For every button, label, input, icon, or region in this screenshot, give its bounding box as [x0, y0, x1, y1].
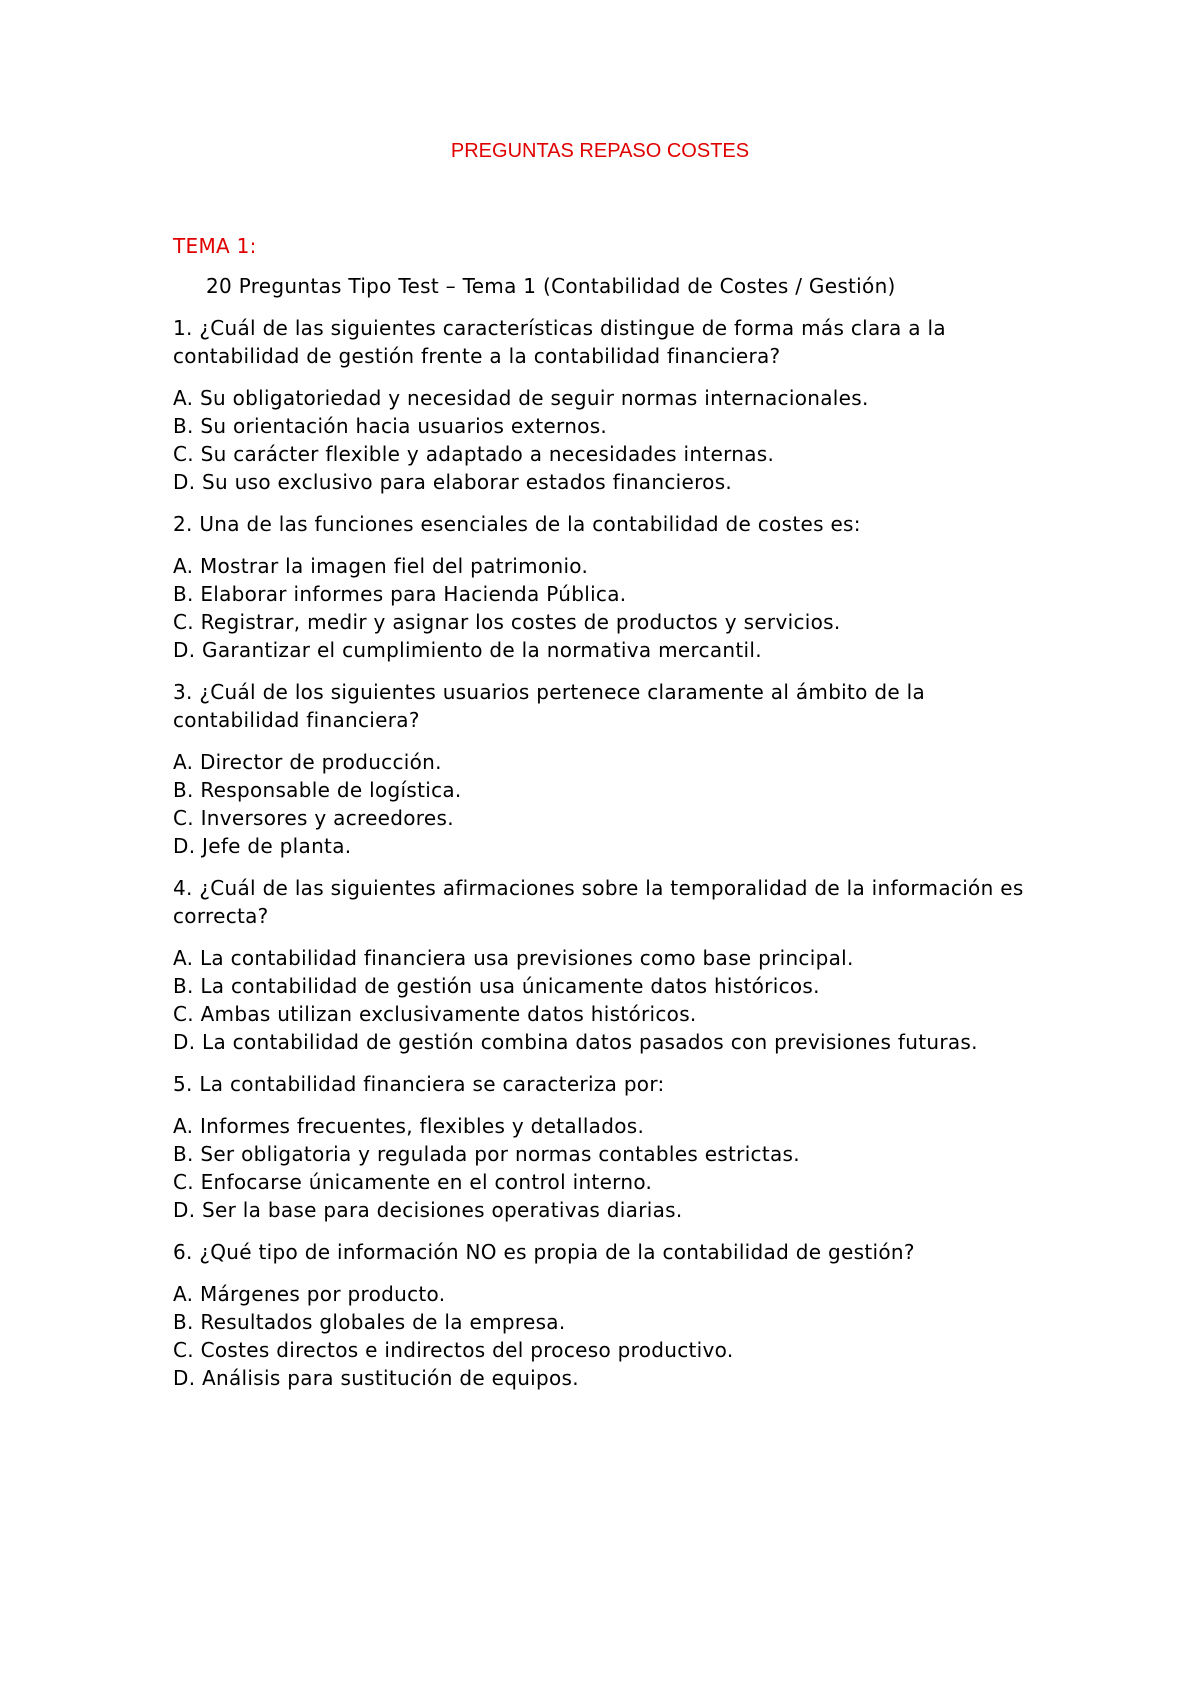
answer-option: C. Su carácter flexible y adaptado a necesidades internas. — [173, 442, 775, 466]
answer-option: C. Ambas utilizan exclusivamente datos históricos. — [173, 1002, 697, 1026]
answer-options — [173, 944, 1053, 1056]
answer-options — [173, 384, 1053, 496]
question-text: 3. ¿Cuál de los siguientes usuarios pertenece claramente al ámbito de la contabilidad financiera? — [173, 680, 926, 732]
answer-options — [173, 552, 1053, 664]
answer-option: C. Costes directos e indirectos del proceso productivo. — [173, 1338, 734, 1362]
answer-option: B. Resultados globales de la empresa. — [173, 1310, 566, 1334]
question-block — [173, 1070, 1053, 1224]
document-body — [173, 232, 1053, 1406]
answer-option: C. Inversores y acreedores. — [173, 806, 454, 830]
question-block — [173, 1238, 1053, 1392]
topic-heading: TEMA 1: — [173, 234, 257, 258]
question-block — [173, 314, 1053, 496]
answer-option: B. La contabilidad de gestión usa únicamente datos históricos. — [173, 974, 820, 998]
question-text: 6. ¿Qué tipo de información NO es propia de la contabilidad de gestión? — [173, 1240, 915, 1264]
answer-option: A. Márgenes por producto. — [173, 1282, 446, 1306]
question-text: 5. La contabilidad financiera se caracteriza por: — [173, 1072, 665, 1096]
answer-options — [173, 748, 1053, 860]
answer-options — [173, 1280, 1053, 1392]
answer-option: A. Su obligatoriedad y necesidad de seguir normas internacionales. — [173, 386, 869, 410]
answer-option: A. Director de producción. — [173, 750, 442, 774]
answer-option: D. La contabilidad de gestión combina datos pasados con previsiones futuras. — [173, 1030, 978, 1054]
question-text: 2. Una de las funciones esenciales de la contabilidad de costes es: — [173, 512, 861, 536]
answer-options — [173, 1112, 1053, 1224]
answer-option: B. Su orientación hacia usuarios externos. — [173, 414, 608, 438]
answer-option: A. Mostrar la imagen fiel del patrimonio. — [173, 554, 589, 578]
answer-option: D. Garantizar el cumplimiento de la normativa mercantil. — [173, 638, 762, 662]
answer-option: D. Jefe de planta. — [173, 834, 352, 858]
answer-option: D. Su uso exclusivo para elaborar estados financieros. — [173, 470, 733, 494]
question-text: 4. ¿Cuál de las siguientes afirmaciones sobre la temporalidad de la información es correcta? — [173, 876, 1024, 928]
answer-option: A. Informes frecuentes, flexibles y detallados. — [173, 1114, 645, 1138]
question-text: 1. ¿Cuál de las siguientes características distingue de forma más clara a la contabilidad de gestión frente a la contabilidad financiera? — [173, 316, 946, 368]
answer-option: C. Registrar, medir y asignar los costes de productos y servicios. — [173, 610, 841, 634]
document-title: PREGUNTAS REPASO COSTES — [450, 140, 750, 162]
answer-option: D. Ser la base para decisiones operativas diarias. — [173, 1198, 683, 1222]
question-block — [173, 874, 1053, 1056]
question-block — [173, 678, 1053, 860]
answer-option: B. Elaborar informes para Hacienda Pública. — [173, 582, 627, 606]
answer-option: C. Enfocarse únicamente en el control interno. — [173, 1170, 653, 1194]
answer-option: A. La contabilidad financiera usa previsiones como base principal. — [173, 946, 854, 970]
answer-option: B. Responsable de logística. — [173, 778, 462, 802]
question-block — [173, 510, 1053, 664]
intro-text: 20 Preguntas Tipo Test – Tema 1 (Contabilidad de Costes / Gestión) — [206, 274, 896, 298]
answer-option: B. Ser obligatoria y regulada por normas contables estrictas. — [173, 1142, 800, 1166]
answer-option: D. Análisis para sustitución de equipos. — [173, 1366, 579, 1390]
